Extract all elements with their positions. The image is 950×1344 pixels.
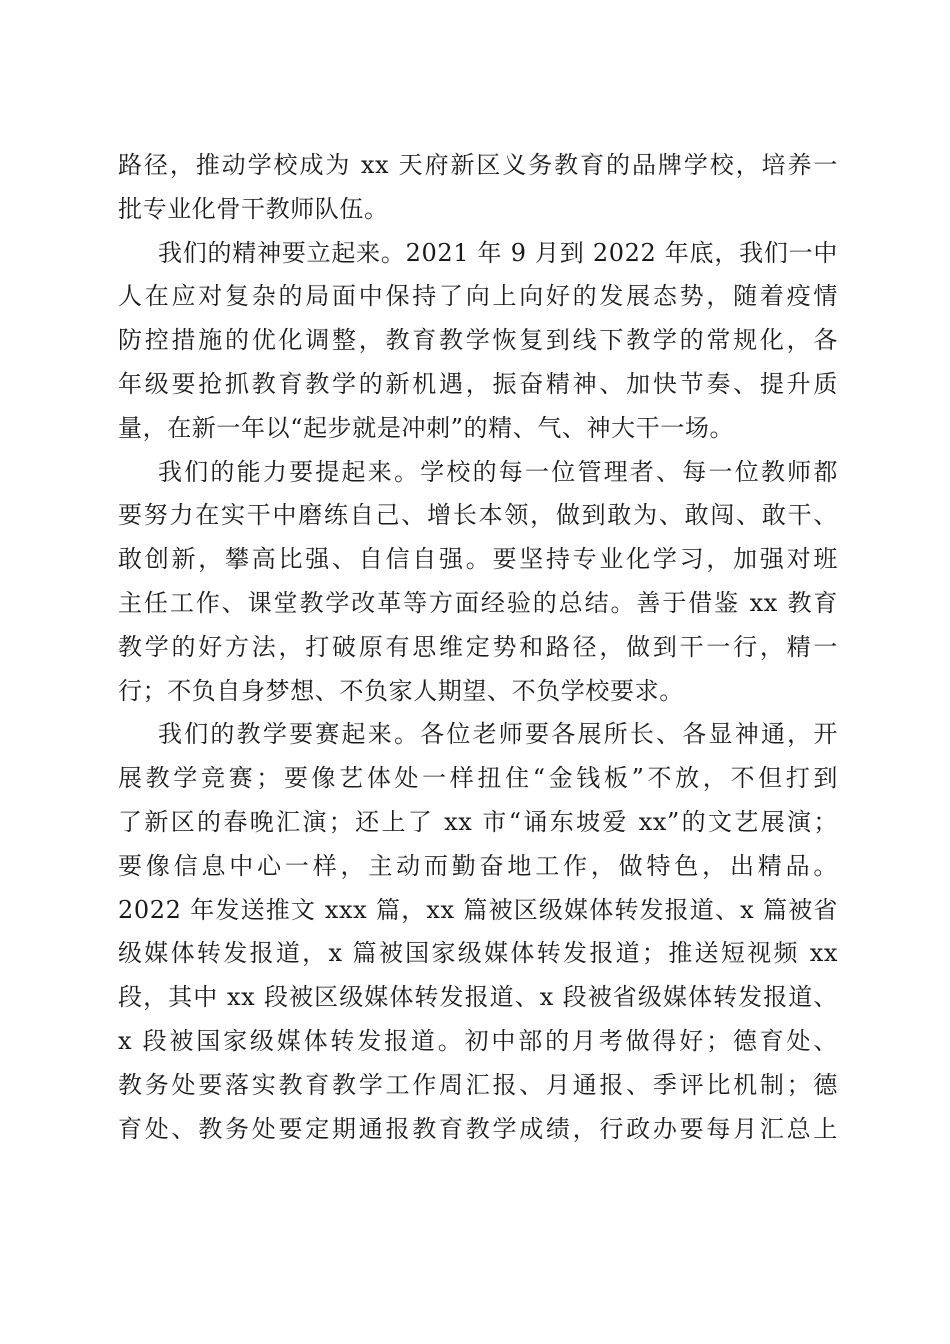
text-line: 年级要抢抓教育教学的新机遇，振奋精神、加快节奏、提升质 [118, 369, 838, 398]
text-line: 级媒体转发报道，x 篇被国家级媒体转发报道；推送短视频 xx [118, 939, 838, 968]
text-line: 量，在新一年以“起步就是冲刺”的精、气、神大干一场。 [118, 413, 735, 442]
document-body [118, 144, 838, 1151]
text-line: 教务处要落实教育教学工作周汇报、月通报、季评比机制；德 [118, 1070, 838, 1099]
text-line: 人在应对复杂的局面中保持了向上向好的发展态势，随着疫情 [118, 282, 838, 311]
text-line: x 段被国家级媒体转发报道。初中部的月考做得好；德育处、 [118, 1026, 838, 1055]
text-line: 要像信息中心一样，主动而勤奋地工作，做特色，出精品。 [118, 851, 838, 880]
text-line: 了新区的春晚汇演；还上了 xx 市“诵东坡爱 xx”的文艺展演； [118, 807, 838, 836]
text-line: 教学的好方法，打破原有思维定势和路径，做到干一行，精一 [118, 632, 838, 661]
text-line: 路径，推动学校成为 xx 天府新区义务教育的品牌学校，培养一 [118, 151, 838, 179]
text-line: 要努力在实干中磨练自己、增长本领，做到敢为、敢闯、敢干、 [118, 501, 838, 530]
text-line: 展教学竞赛；要像艺体处一样扭住“金钱板”不放，不但打到 [118, 764, 838, 793]
text-line: 敢创新，攀高比强、自信自强。要坚持专业化学习，加强对班 [118, 545, 838, 574]
paragraph-first-line: 我们的精神要立起来。2021 年 9 月到 2022 年底，我们一中 [158, 238, 838, 267]
paragraph-first-line: 我们的教学要赛起来。各位老师要各展所长、各显神通，开 [158, 720, 838, 749]
text-line: 2022 年发送推文 xxx 篇，xx 篇被区级媒体转发报道、x 篇被省 [118, 895, 838, 924]
text-line: 防控措施的优化调整，教育教学恢复到线下教学的常规化，各 [118, 326, 838, 355]
paragraph-first-line: 我们的能力要提起来。学校的每一位管理者、每一位教师都 [158, 457, 838, 486]
text-line: 行；不负自身梦想、不负家人期望、不负学校要求。 [118, 676, 684, 705]
text-line: 主任工作、课堂教学改革等方面经验的总结。善于借鉴 xx 教育 [118, 588, 838, 617]
text-line: 段，其中 xx 段被区级媒体转发报道、x 段被省级媒体转发报道、 [118, 983, 838, 1012]
text-line: 批专业化骨干教师队伍。 [118, 194, 389, 223]
text-line: 育处、教务处要定期通报教育教学成绩，行政办要每月汇总上 [118, 1114, 838, 1143]
